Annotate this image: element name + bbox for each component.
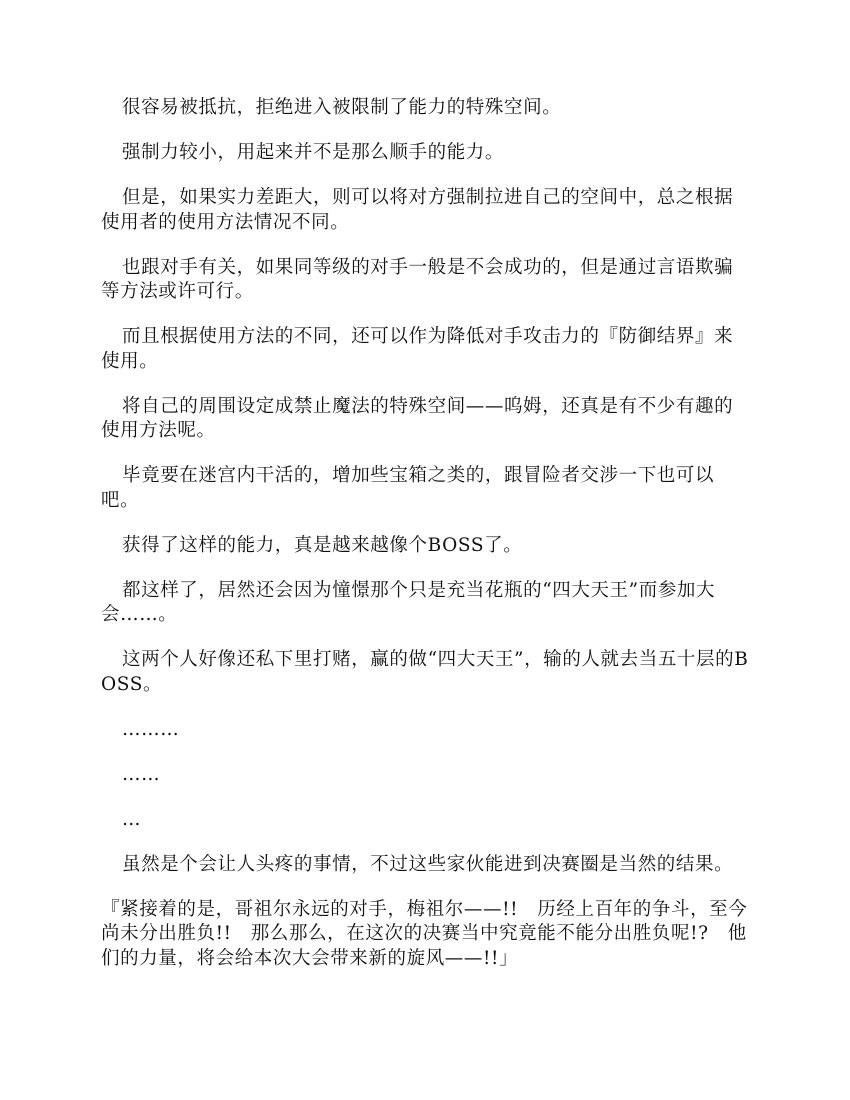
document-page — [101, 96, 751, 992]
paragraph: 而且根据使用方法的不同，还可以作为降低对手攻击力的『防御结界』来使用。 — [101, 326, 734, 372]
paragraph: 将自己的周围设定成禁止魔法的特殊空间——呜姆，还真是有不少有趣的使用方法呢。 — [101, 395, 734, 441]
paragraph: 这两个人好像还私下里打赌，赢的做“四大天王”，输的人就去当五十层的BOSS。 — [101, 649, 749, 695]
announcer-quote: 『紧接着的是，哥祖尔永远的对手，梅祖尔——!! 历经上百年的争斗，至今尚未分出胜负!! 那么那么，在这次的决赛当中究竟能不能分出胜负呢!? 他们的力量，将会给本次大会带来新的旋风——!!」 — [101, 898, 748, 969]
paragraph: 也跟对手有关，如果同等级的对手一般是不会成功的，但是通过言语欺骗等方法或许可行。 — [101, 256, 734, 302]
ellipsis-line: ……… — [122, 718, 180, 740]
ellipsis-line: … — [122, 808, 142, 830]
ellipsis-line: …… — [122, 763, 161, 785]
paragraph: 都这样了，居然还会因为憧憬那个只是充当花瓶的“四大天王”而参加大会……。 — [101, 579, 716, 625]
paragraph: 毕竟要在迷宫内干活的，增加些宝箱之类的，跟冒险者交涉一下也可以吧。 — [101, 465, 715, 511]
paragraph: 但是，如果实力差距大，则可以将对方强制拉进自己的空间中，总之根据使用者的使用方法情况不同。 — [101, 187, 734, 233]
paragraph: 虽然是个会让人头疼的事情，不过这些家伙能进到决赛圈是当然的结果。 — [122, 853, 734, 875]
paragraph: 很容易被抵抗，拒绝进入被限制了能力的特殊空间。 — [122, 97, 562, 118]
paragraph: 获得了这样的能力，真是越来越像个BOSS了。 — [122, 534, 523, 556]
paragraph: 强制力较小，用起来并不是那么顺手的能力。 — [122, 142, 505, 163]
